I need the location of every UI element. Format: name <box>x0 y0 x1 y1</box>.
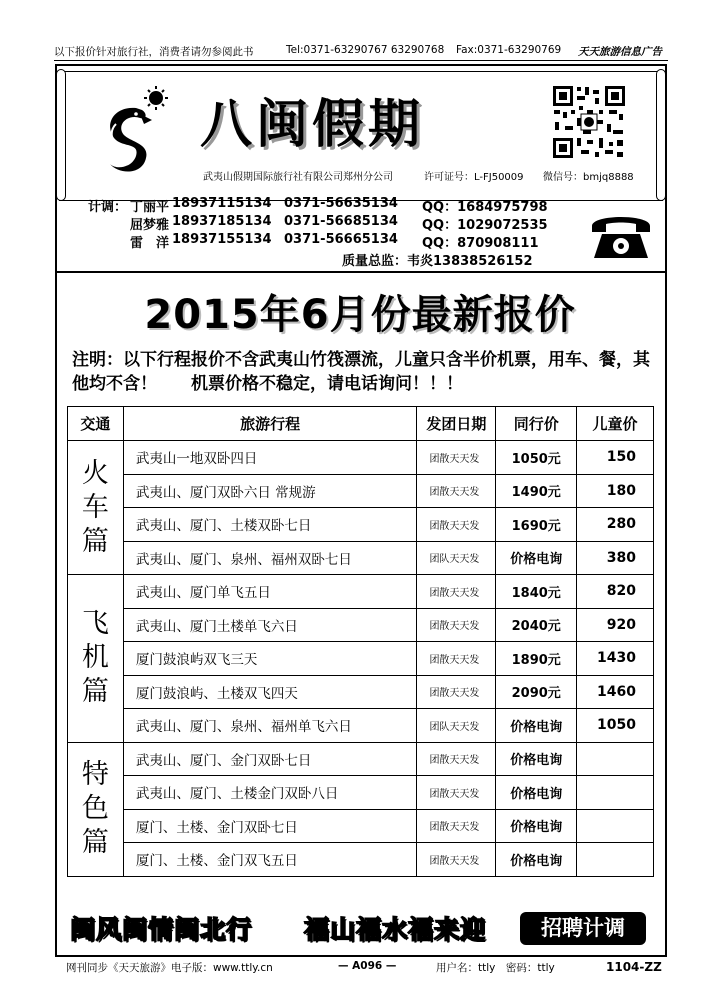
category-flight <box>68 575 124 743</box>
departure-cell: 团散天天发 <box>417 575 496 609</box>
departure-cell: 团队天天发 <box>417 709 496 743</box>
departure-cell: 团队天天发 <box>417 541 496 575</box>
price-cell: 价格电询 <box>496 541 577 575</box>
departure-cell: 团散天天发 <box>417 508 496 542</box>
child-price-cell <box>577 809 654 843</box>
left-scroll-ornament <box>56 69 66 201</box>
price-cell: 价格电询 <box>496 742 577 776</box>
footer-login: 用户名：ttly 密码：ttly <box>436 962 555 974</box>
route-cell: 武夷山、厦门、土楼双卧七日 <box>123 508 417 542</box>
publisher-text: 天天旅游信息广告 <box>578 46 662 58</box>
category-label: 火车篇 <box>81 457 109 557</box>
tel-text: Tel:0371-63290767 63290768 <box>286 44 445 56</box>
category-label: 飞机篇 <box>81 608 109 708</box>
child-price-cell: 1430 <box>577 642 654 676</box>
route-cell: 厦门鼓浪屿双飞三天 <box>123 642 417 676</box>
route-cell: 厦门、土楼、金门双卧七日 <box>123 809 417 843</box>
departure-cell: 团散天天发 <box>417 675 496 709</box>
license-number: 许可证号：L-FJ50009 <box>424 172 524 183</box>
footer-sync: 网刊同步《天天旅游》电子版：www.ttly.cn <box>66 962 273 974</box>
contact-label: 计调： <box>88 200 128 215</box>
route-cell: 厦门鼓浪屿、土楼双飞四天 <box>123 675 417 709</box>
top-rule <box>54 60 668 61</box>
header-child-price: 儿童价 <box>577 407 654 441</box>
contact-qq: QQ：1029072535 <box>422 218 548 233</box>
price-cell: 1490元 <box>496 474 577 508</box>
route-cell: 武夷山、厦门、土楼金门双卧八日 <box>123 776 417 810</box>
child-price-cell <box>577 742 654 776</box>
price-cell: 2040元 <box>496 608 577 642</box>
child-price-cell: 1050 <box>577 709 654 743</box>
slogan-right: 福山福水福来迎 <box>304 915 487 944</box>
price-cell: 1890元 <box>496 642 577 676</box>
route-cell: 武夷山、厦门单飞五日 <box>123 575 417 609</box>
child-price-cell <box>577 776 654 810</box>
header-divider <box>57 271 665 273</box>
footer-page-number: — A096 — <box>338 960 397 972</box>
footer-code: 1104-ZZ <box>606 960 662 974</box>
contact-mobile: 18937185134 <box>172 214 272 229</box>
route-cell: 武夷山、厦门、泉州、福州双卧七日 <box>123 541 417 575</box>
table-row <box>68 742 654 776</box>
departure-cell: 团散天天发 <box>417 809 496 843</box>
child-price-cell: 820 <box>577 575 654 609</box>
company-name: 武夷山假期国际旅行社有限公司郑州分公司 <box>203 172 393 183</box>
wechat-id: 微信号：bmjq8888 <box>543 172 634 183</box>
header-price: 同行价 <box>496 407 577 441</box>
table-row <box>68 809 654 843</box>
header-route: 旅游行程 <box>123 407 417 441</box>
table-row <box>68 541 654 575</box>
header-departure: 发团日期 <box>417 407 496 441</box>
price-cell: 1690元 <box>496 508 577 542</box>
departure-cell: 团散天天发 <box>417 474 496 508</box>
contact-phone: 0371-56685134 <box>284 214 398 229</box>
contact-mobile: 18937115134 <box>172 196 272 211</box>
contact-phone: 0371-56635134 <box>284 196 398 211</box>
table-header-row <box>68 407 654 441</box>
departure-cell: 团散天天发 <box>417 441 496 475</box>
price-table <box>67 406 654 877</box>
table-row <box>68 508 654 542</box>
price-cell: 价格电询 <box>496 843 577 877</box>
contact-name: 丁丽平 <box>130 200 170 215</box>
route-cell: 厦门、土楼、金门双飞五日 <box>123 843 417 877</box>
table-row <box>68 441 654 475</box>
contact-phone: 0371-56665134 <box>284 232 398 247</box>
table-row <box>68 843 654 877</box>
child-price-cell <box>577 843 654 877</box>
table-row <box>68 776 654 810</box>
departure-cell: 团散天天发 <box>417 776 496 810</box>
child-price-cell: 280 <box>577 508 654 542</box>
child-price-cell: 920 <box>577 608 654 642</box>
table-row <box>68 642 654 676</box>
departure-cell: 团散天天发 <box>417 642 496 676</box>
table-row <box>68 575 654 609</box>
brand-title: 八闽假期 <box>200 94 425 155</box>
contact-mobile: 18937155134 <box>172 232 272 247</box>
child-price-cell: 380 <box>577 541 654 575</box>
quality-supervisor: 质量总监：韦炎13838526152 <box>342 254 533 269</box>
right-scroll-ornament <box>656 69 666 201</box>
price-cell: 价格电询 <box>496 709 577 743</box>
table-row <box>68 675 654 709</box>
table-row <box>68 474 654 508</box>
contact-name: 雷 洋 <box>130 236 170 251</box>
child-price-cell: 150 <box>577 441 654 475</box>
route-cell: 武夷山、厦门土楼单飞六日 <box>123 608 417 642</box>
contact-name: 屈梦雅 <box>130 218 170 233</box>
price-cell: 价格电询 <box>496 776 577 810</box>
route-cell: 武夷山、厦门双卧六日 常规游 <box>123 474 417 508</box>
page-title: 2015年6月份最新报价 <box>144 292 576 338</box>
table-row <box>68 608 654 642</box>
category-train <box>68 441 124 575</box>
category-special <box>68 742 124 876</box>
price-cell: 2090元 <box>496 675 577 709</box>
telephone-icon <box>588 210 654 262</box>
price-note: 注明：以下行程报价不含武夷山竹筏漂流，儿童只含半价机票，用车、餐，其他均不含！ 机票价格不稳定，请电话询问！！！ <box>72 350 650 394</box>
notice-text: 以下报价针对旅行社，消费者请勿参阅此书 <box>54 46 254 58</box>
child-price-cell: 180 <box>577 474 654 508</box>
contact-qq: QQ：870908111 <box>422 236 539 251</box>
price-cell: 1050元 <box>496 441 577 475</box>
route-cell: 武夷山、厦门、泉州、福州单飞六日 <box>123 709 417 743</box>
header-transport: 交通 <box>68 407 124 441</box>
route-cell: 武夷山、厦门、金门双卧七日 <box>123 742 417 776</box>
price-cell: 价格电询 <box>496 809 577 843</box>
slogan-left: 闽风闽情闽北行 <box>70 915 253 944</box>
departure-cell: 团散天天发 <box>417 608 496 642</box>
category-label: 特色篇 <box>81 759 109 858</box>
departure-cell: 团散天天发 <box>417 742 496 776</box>
qr-code-icon <box>551 84 627 160</box>
contact-qq: QQ：1684975798 <box>422 200 548 215</box>
price-cell: 1840元 <box>496 575 577 609</box>
table-row <box>68 709 654 743</box>
child-price-cell: 1460 <box>577 675 654 709</box>
recruit-badge: 招聘计调 <box>520 912 646 945</box>
fax-text: Fax:0371-63290769 <box>456 44 562 56</box>
departure-cell: 团散天天发 <box>417 843 496 877</box>
route-cell: 武夷山一地双卧四日 <box>123 441 417 475</box>
dragon-logo-icon <box>96 84 176 180</box>
